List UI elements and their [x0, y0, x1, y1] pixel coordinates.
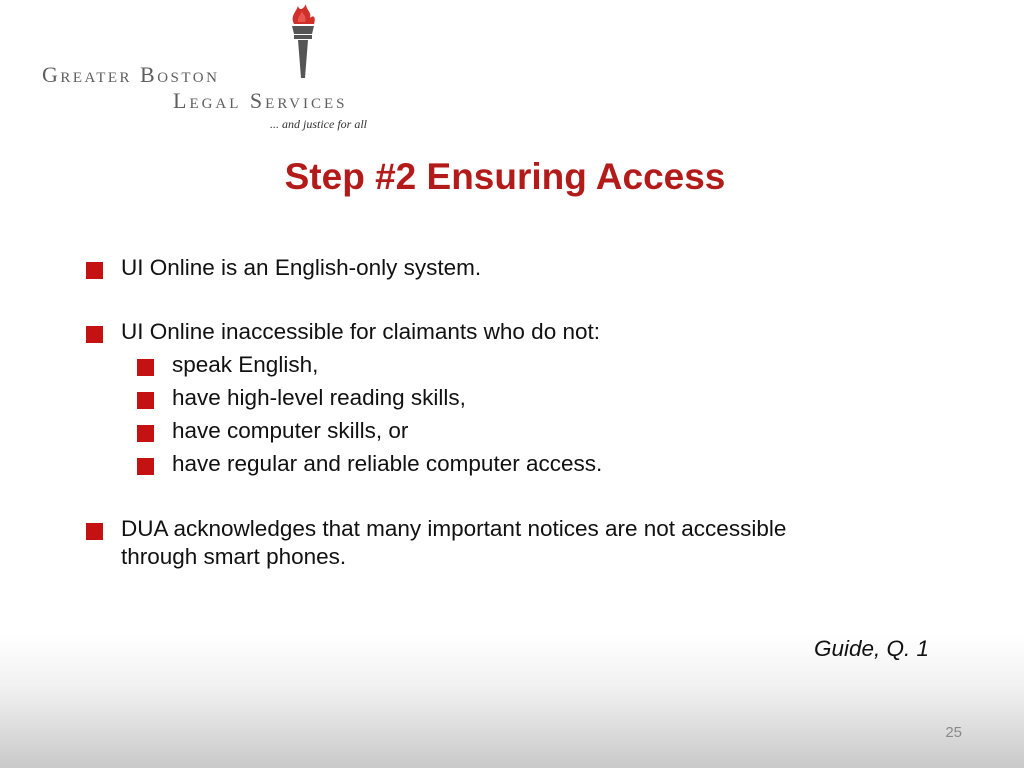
slide-title: Step #2 Ensuring Access — [284, 156, 726, 197]
bullet-marker — [137, 425, 154, 442]
bullet-text: UI Online inaccessible for claimants who do not: — [121, 319, 600, 344]
sub-bullet-item — [172, 351, 318, 379]
sub-bullet-text: have computer skills, or — [172, 418, 409, 443]
bullet-text: UI Online is an English-only system. — [121, 255, 482, 280]
bullet-marker — [86, 523, 103, 540]
logo-name-line2: Legal Services — [173, 88, 348, 113]
page-number: 25 — [945, 724, 962, 741]
sub-bullet-text: have high-level reading skills, — [172, 385, 466, 410]
torch-icon — [284, 4, 320, 82]
bullet-marker — [137, 458, 154, 475]
sub-bullet-text: speak English, — [172, 352, 319, 377]
bullet-marker — [86, 326, 103, 343]
organization-logo — [40, 4, 400, 134]
logo-name-line1: Greater Boston — [42, 62, 220, 87]
sub-bullet-item — [172, 417, 408, 445]
sub-bullet-text: have regular and reliable computer access. — [172, 451, 603, 476]
bullet-item — [121, 515, 786, 571]
bullet-marker — [86, 262, 103, 279]
bullet-item — [121, 254, 481, 282]
sub-bullet-item — [172, 384, 466, 412]
bullet-text: DUA acknowledges that many important notices are not accessible — [121, 516, 787, 541]
bullet-text-continuation: through smart phones. — [121, 544, 347, 569]
bullet-marker — [137, 392, 154, 409]
citation: Guide, Q. 1 — [813, 636, 929, 661]
bullet-marker — [137, 359, 154, 376]
sub-bullet-item — [172, 450, 602, 478]
logo-tagline: ... and justice for all — [270, 117, 367, 131]
bullet-item — [121, 318, 600, 346]
